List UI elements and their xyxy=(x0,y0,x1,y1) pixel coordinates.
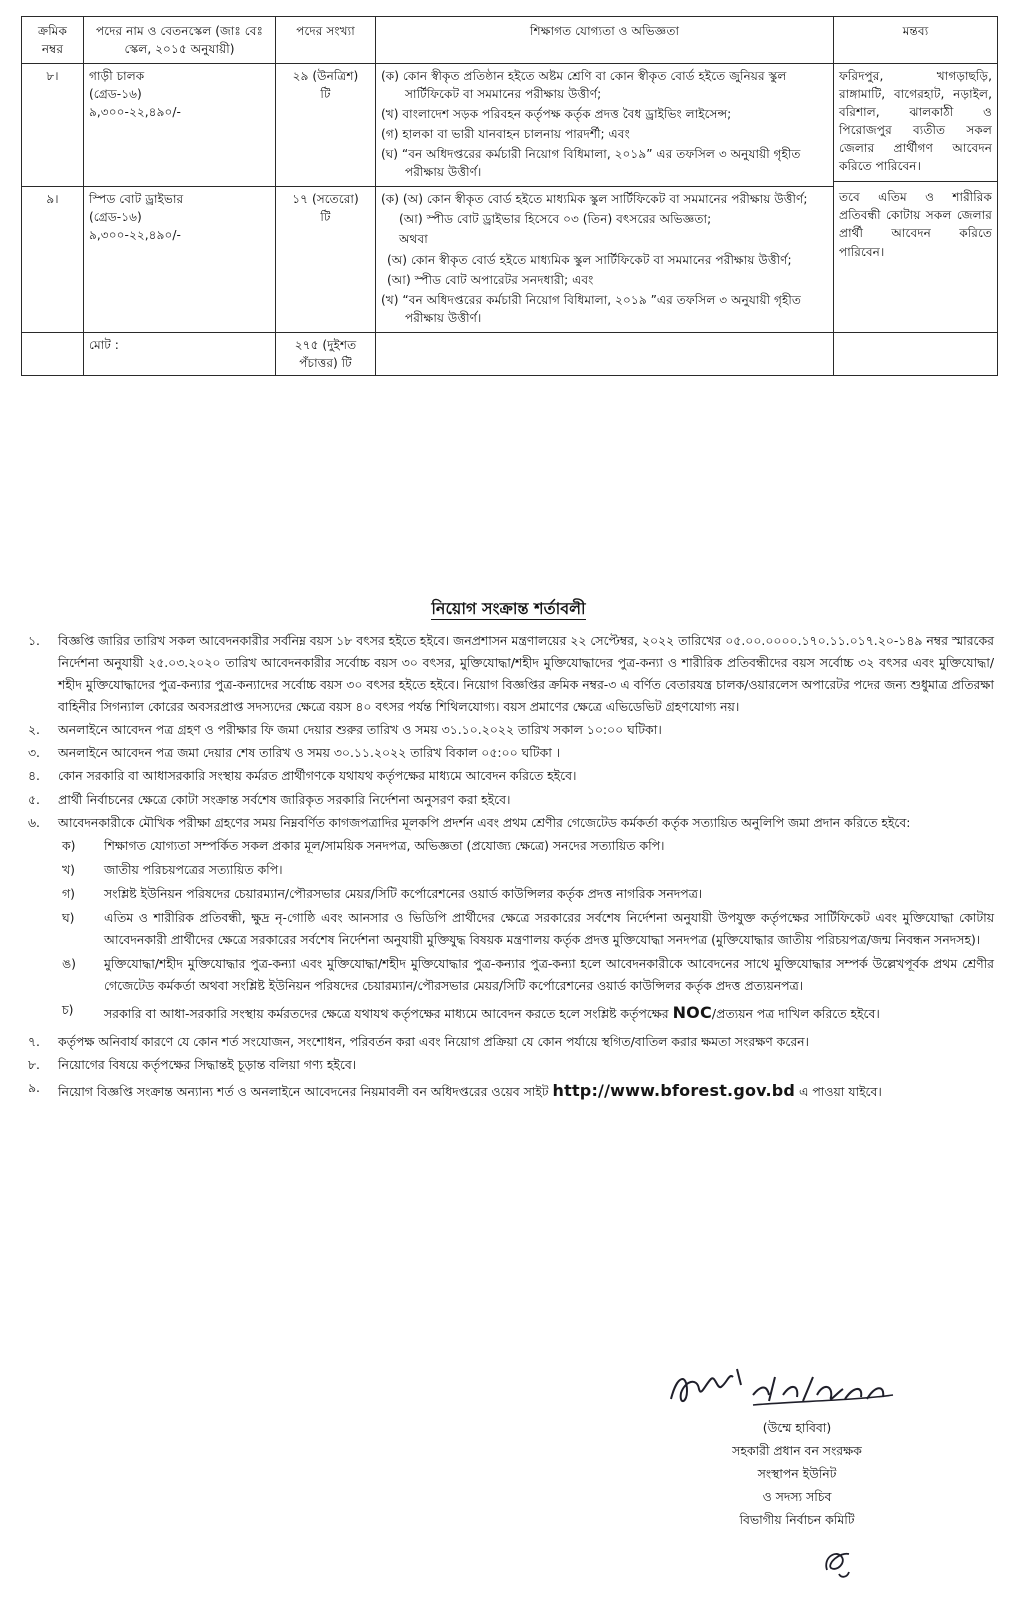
term-item xyxy=(22,765,994,787)
signatory-committee: বিভাগীয় নির্বাচন কমিটি xyxy=(739,1511,855,1527)
total-empty-cell xyxy=(376,332,834,375)
post-count-unit: টি xyxy=(320,87,331,102)
noc-label: NOC xyxy=(672,1003,712,1023)
term-text: কোন সরকারি বা আধাসরকারি সংস্থায় কর্মরত প্রার্থীগণকে যথাযথ কর্তৃপক্ষের মাধ্যমে আবেদন করিতে হইবে। xyxy=(58,768,577,784)
row-post xyxy=(84,64,276,187)
signatory-unit: সংস্থাপন ইউনিট xyxy=(757,1465,837,1481)
signature-date xyxy=(647,1355,648,1356)
sub-item xyxy=(58,883,994,905)
post-count-unit: টি xyxy=(320,210,331,225)
term-number: ৬. xyxy=(28,814,40,830)
row-qualification xyxy=(376,64,834,187)
term-item xyxy=(22,630,994,718)
sub-item xyxy=(58,835,994,857)
sub-item-text xyxy=(104,999,994,1027)
total-label: মোট : xyxy=(84,332,276,375)
term-item xyxy=(22,789,994,811)
term9-text-before: নিয়োগ বিজ্ঞপ্তি সংক্রান্ত অন্যান্য শর্ত ও অনলাইনে আবেদনের নিয়মাবলী বন অধিদপ্তরের ওয়েব সাইট xyxy=(58,1083,553,1099)
row-serial: ৯। xyxy=(22,187,84,332)
sub-item-number: খ) xyxy=(62,861,75,877)
post-count: ১৭ (সতেরো) xyxy=(292,192,359,207)
terms-heading-text: নিয়োগ সংক্রান্ত শর্তাবলী xyxy=(431,599,586,618)
header-serial: ক্রমিক নম্বর xyxy=(22,17,84,64)
term-number: ১. xyxy=(28,633,40,648)
header-qualification: শিক্ষাগত যোগ্যতা ও অভিজ্ঞতা xyxy=(376,17,834,64)
header-post-count: পদের সংখ্যা xyxy=(276,17,376,64)
row-post xyxy=(84,187,276,332)
post-scale: ৯,৩০০-২২,৪৯০/- xyxy=(89,228,181,243)
table-row xyxy=(22,64,998,187)
qualification-item: (অ) কোন স্বীকৃত বোর্ড হইতে মাধ্যমিক স্কুল সার্টিফিকেট বা সমমানের পরীক্ষায় উত্তীর্ণ; xyxy=(387,252,792,267)
term-number: ২. xyxy=(28,722,40,738)
qualification-item: (গ) হালকা বা ভারী যানবাহন চালনায় পারদর্শী; এবং xyxy=(381,127,630,142)
term-number: ৯. xyxy=(28,1079,40,1095)
noc-text-after: /প্রত্যয়ন পত্র দাখিল করিতে হইবে। xyxy=(711,1006,880,1022)
sub-item-text: সংশ্লিষ্ট ইউনিয়ন পরিষদের চেয়ারম্যান/পৌরসভার মেয়র/সিটি কর্পোরেশনের ওয়ার্ড কাউন্সিলর কর্তৃক প্রদত্ত নাগরিক সনদপত্র। xyxy=(104,885,703,901)
term-text xyxy=(58,1077,994,1105)
signatory-role: ও সদস্য সচিব xyxy=(762,1488,832,1504)
sub-item-text: মুক্তিযোদ্ধা/শহীদ মুক্তিযোদ্ধার পুত্র-কন্যা এবং মুক্তিযোদ্ধা/শহীদ মুক্তিযোদ্ধার পুত্র-কন্যার পুত্র-কন্যা হলে আবেদনকারীকে আবেদনের সাথে মুক্তিযোদ্ধার সম্পর্ক উল্লেখপূর্বক প্রথম শ্রেণীর গেজেটেড কর্মকর্তা অথবা সংশ্লিষ্ট ইউনিয়ন পরিষদের চেয়ারম্যান/পৌরসভার মেয়র/সিটি কর্পোরেশনের ওয়ার্ড কাউন্সিলর কর্তৃক প্রদত্ত প্রত্যয়নপত্র। xyxy=(104,956,994,994)
term-text: নিয়োগের বিষয়ে কর্তৃপক্ষের সিদ্ধান্তই চূড়ান্ত বলিয়া গণ্য হইবে। xyxy=(58,1056,357,1072)
website-link[interactable]: http://www.bforest.gov.bd xyxy=(552,1080,796,1100)
signature-block xyxy=(647,1355,947,1600)
remarks-divider xyxy=(834,181,997,182)
row-remarks xyxy=(834,64,998,333)
sub-item-number: ঘ) xyxy=(62,909,75,925)
sub-item xyxy=(58,907,994,951)
term-number: ৭. xyxy=(28,1033,40,1049)
terms-list xyxy=(22,630,994,1106)
term-text: কর্তৃপক্ষ অনিবার্য কারণে যে কোন শর্ত সংযোজন, সংশোধন, পরিবর্তন করা এবং নিয়োগ প্রক্রিয়া যে কোন পর্যায়ে স্থগিত/বাতিল করার ক্ষমতা সংরক্ষণ করেন। xyxy=(58,1033,809,1049)
post-count: ২৯ (উনত্রিশ) xyxy=(292,69,359,84)
total-empty-cell xyxy=(834,332,998,375)
signatory-details xyxy=(647,1417,947,1532)
header-post-name: পদের নাম ও বেতনস্কেল (জাঃ বেঃ স্কেল, ২০১৫ অনুযায়ী) xyxy=(84,17,276,64)
qualification-item: (খ) “বন অধিদপ্তরের কর্মচারী নিয়োগ বিধিমালা, ২০১৯ ”এর তফসিল ৩ অনুযায়ী গৃহীত পরীক্ষায় উত্তীর্ণ। xyxy=(381,292,802,325)
sub-item xyxy=(58,953,994,997)
post-name: স্পিড বোট ড্রাইভার xyxy=(89,192,184,207)
sub-item-number: গ) xyxy=(62,885,75,901)
term-item xyxy=(22,812,994,834)
term-item xyxy=(22,1031,994,1053)
signatory-designation: সহকারী প্রধান বন সংরক্ষক xyxy=(732,1442,862,1458)
term-number: ৪. xyxy=(28,768,40,784)
term-text: আবেদনকারীকে মৌখিক পরীক্ষা গ্রহণের সময় নিম্নবর্ণিত কাগজপত্রাদির মূলকপি প্রদর্শন এবং প্রথম শ্রেণীর গেজেটেড কর্মকর্তা কর্তৃক সত্যায়িত অনুলিপি জমা প্রদান করিতে হইবে: xyxy=(58,814,911,830)
sub-item-text: শিক্ষাগত যোগ্যতা সম্পর্কিত সকল প্রকার মূল/সাময়িক সনদপত্র, অভিজ্ঞতা (প্রযোজ্য ক্ষেত্রে) সনদের সত্যায়িত কপি। xyxy=(104,837,665,853)
qualification-item: (ক) কোন স্বীকৃত প্রতিষ্ঠান হইতে অষ্টম শ্রেণি বা কোন স্বীকৃত বোর্ড হইতে জুনিয়র স্কুল সার্টিফিকেট বা সমমানের পরীক্ষায় উত্তীর্ণ; xyxy=(381,69,787,102)
term-text: বিজ্ঞপ্তি জারির তারিখ সকল আবেদনকারীর সর্বনিম্ন বয়স ১৮ বৎসর হইতে হইবে। জনপ্রশাসন মন্ত্রণালয়ের ২২ সেপ্টেম্বর, ২০২২ তারিখের ০৫.০০.০০০০.১৭০.১১.০১৭.২০-১৪৯ নম্বর স্মারকের নির্দেশনা অনুযায়ী ২৫.০৩.২০২০ তারিখ আবেদনকারীর সর্বোচ্চ বয়স ৩০ বৎসর, মুক্তিযোদ্ধা/শহীদ মুক্তিযোদ্ধাদের পুত্র-কন্যা ও শারীরিক প্রতিবন্ধীদের বয়স সর্বোচ্চ ৩২ বৎসর এবং মুক্তিযোদ্ধা/শহীদ মুক্তিযোদ্ধাদের পুত্র-কন্যার পুত্র-কন্যাদের সর্বোচ্চ বয়স ৩০ বৎসর হইতে হইবে। নিয়োগ বিজ্ঞপ্তির ক্রমিক নম্বর-৩ এ বর্ণিত বেতারযন্ত্র চালক/ওয়ারলেস অপারেটর পদের জন্য শুধুমাত্র প্রতিরক্ষা বাহিনীর সিগন্যাল কোরের অবসরপ্রাপ্ত সদস্যদের ক্ষেত্রে বয়স ৪০ বৎসর পর্যন্ত শিথিলযোগ্য। বয়স প্রমাণের ক্ষেত্রে এভিডেভিট গ্রহণযোগ্য নয়। xyxy=(58,633,994,715)
row-qualification xyxy=(376,187,834,332)
qualification-item: (খ) বাংলাদেশ সড়ক পরিবহন কর্তৃপক্ষ কর্তৃক প্রদত্ত বৈধ ড্রাইভিং লাইসেন্স; xyxy=(381,107,732,122)
posts-table xyxy=(21,16,998,376)
term-number: ৮. xyxy=(28,1056,40,1072)
qualification-item: (আ) স্পীড বোট ড্রাইভার হিসেবে ০৩ (তিন) বৎসরের অভিজ্ঞতা; xyxy=(399,212,712,227)
term-item xyxy=(22,1054,994,1076)
row-count xyxy=(276,64,376,187)
sub-item-number: চ) xyxy=(62,1002,74,1018)
header-remarks: মন্তব্য xyxy=(834,17,998,64)
noc-text-before: সরকারি বা আধা-সরকারি সংস্থায় কর্মরতদের ক্ষেত্রে যথাযথ কর্তৃপক্ষের মাধ্যমে আবেদন করতে হলে সংশ্লিষ্ট কর্তৃপক্ষের xyxy=(104,1006,673,1022)
row-serial: ৮। xyxy=(22,64,84,187)
handwritten-signature-icon xyxy=(657,1355,917,1415)
term-text: প্রার্থী নির্বাচনের ক্ষেত্রে কোটা সংক্রান্ত সর্বশেষ জারিকৃত সরকারি নির্দেশনা অনুসরণ করা হইবে। xyxy=(58,791,511,807)
initials-signature-icon xyxy=(817,1540,861,1584)
sub-item-number: ক) xyxy=(62,837,76,853)
sub-item-number: ঙ) xyxy=(62,956,76,972)
term-number: ৫. xyxy=(28,791,40,807)
term-item xyxy=(22,719,994,741)
post-grade: (গ্রেড-১৬) xyxy=(89,210,142,225)
sub-item-text: এতিম ও শারীরিক প্রতিবন্ধী, ক্ষুদ্র নৃ-গোষ্ঠি এবং আনসার ও ভিডিপি প্রার্থীদের ক্ষেত্রে সরকারের সর্বশেষ নির্দেশনা অনুযায়ী উপযুক্ত কর্তৃপক্ষের সার্টিফিকেট এবং মুক্তিযোদ্ধা কোটায় আবেদনকারী প্রার্থীদের ক্ষেত্রে সরকারের সর্বশেষ নির্দেশনা অনুযায়ী মুক্তিযুদ্ধ বিষয়ক মন্ত্রণালয় কর্তৃক প্রদত্ত মুক্তিযোদ্ধা সনদপত্র (মুক্তিযোদ্ধার জাতীয় পরিচয়পত্র/জন্ম নিবন্ধন সনদসহ)। xyxy=(104,909,994,948)
sub-item-text: জাতীয় পরিচয়পত্রের সত্যায়িত কপি। xyxy=(104,861,283,877)
total-empty-cell xyxy=(22,332,84,375)
document-requirements-list xyxy=(58,835,994,1028)
terms-heading xyxy=(0,596,1017,623)
sub-item xyxy=(58,859,994,881)
remarks-quota: তবে এতিম ও শারীরিক প্রতিবন্ধী কোটায় সকল জেলার প্রার্থী আবেদন করিতে পারিবেন। xyxy=(839,190,992,259)
qualification-item: (ক) (অ) কোন স্বীকৃত বোর্ড হইতে মাধ্যমিক স্কুল সার্টিফিকেট বা সমমানের পরীক্ষায় উত্তীর্ণ; xyxy=(381,192,808,207)
table-header-row xyxy=(22,17,998,64)
remarks-districts: ফরিদপুর, খাগড়াছড়ি, রাঙ্গামাটি, বাগেরহাট, নড়াইল, বরিশাল, ঝালকাঠী ও পিরোজপুর ব্যতীত সকল জেলার প্রার্থীগণ আবেদন করিতে পারিবেন। xyxy=(839,69,992,174)
post-name: গাড়ী চালক xyxy=(89,69,145,84)
post-grade: (গ্রেড-১৬) xyxy=(89,87,142,102)
term-number: ৩. xyxy=(28,745,40,761)
qualification-item: (ঘ) “বন অধিদপ্তরের কর্মচারী নিয়োগ বিধিমালা, ২০১৯” এর তফসিল ৩ অনুযায়ী গৃহীত পরীক্ষায় উত্তীর্ণ। xyxy=(381,147,801,180)
sub-item xyxy=(58,999,994,1027)
qualification-item: (আ) স্পীড বোট অপারেটর সনদধারী; এবং xyxy=(387,272,594,287)
qualification-item: অথবা xyxy=(399,232,428,247)
total-value: ২৭৫ (দুইশত পঁচাত্তর) টি xyxy=(276,332,376,375)
row-count xyxy=(276,187,376,332)
term-text: অনলাইনে আবেদন পত্র জমা দেয়ার শেষ তারিখ ও সময় ৩০.১১.২০২২ তারিখ বিকাল ০৫:০০ ঘটিকা । xyxy=(58,745,561,761)
signatory-name: (উম্মে হাবিবা) xyxy=(762,1420,832,1435)
term-item xyxy=(22,742,994,764)
term-text: অনলাইনে আবেদন পত্র গ্রহণ ও পরীক্ষার ফি জমা দেয়ার শুরুর তারিখ ও সময় ৩১.১০.২০২২ তারিখ সকাল ১০:০০ ঘটিকা। xyxy=(58,722,662,738)
table-total-row xyxy=(22,332,998,375)
term9-text-after: এ পাওয়া যাইবে। xyxy=(795,1083,882,1099)
term-item xyxy=(22,1077,994,1105)
post-scale: ৯,৩০০-২২,৪৯০/- xyxy=(89,105,181,120)
